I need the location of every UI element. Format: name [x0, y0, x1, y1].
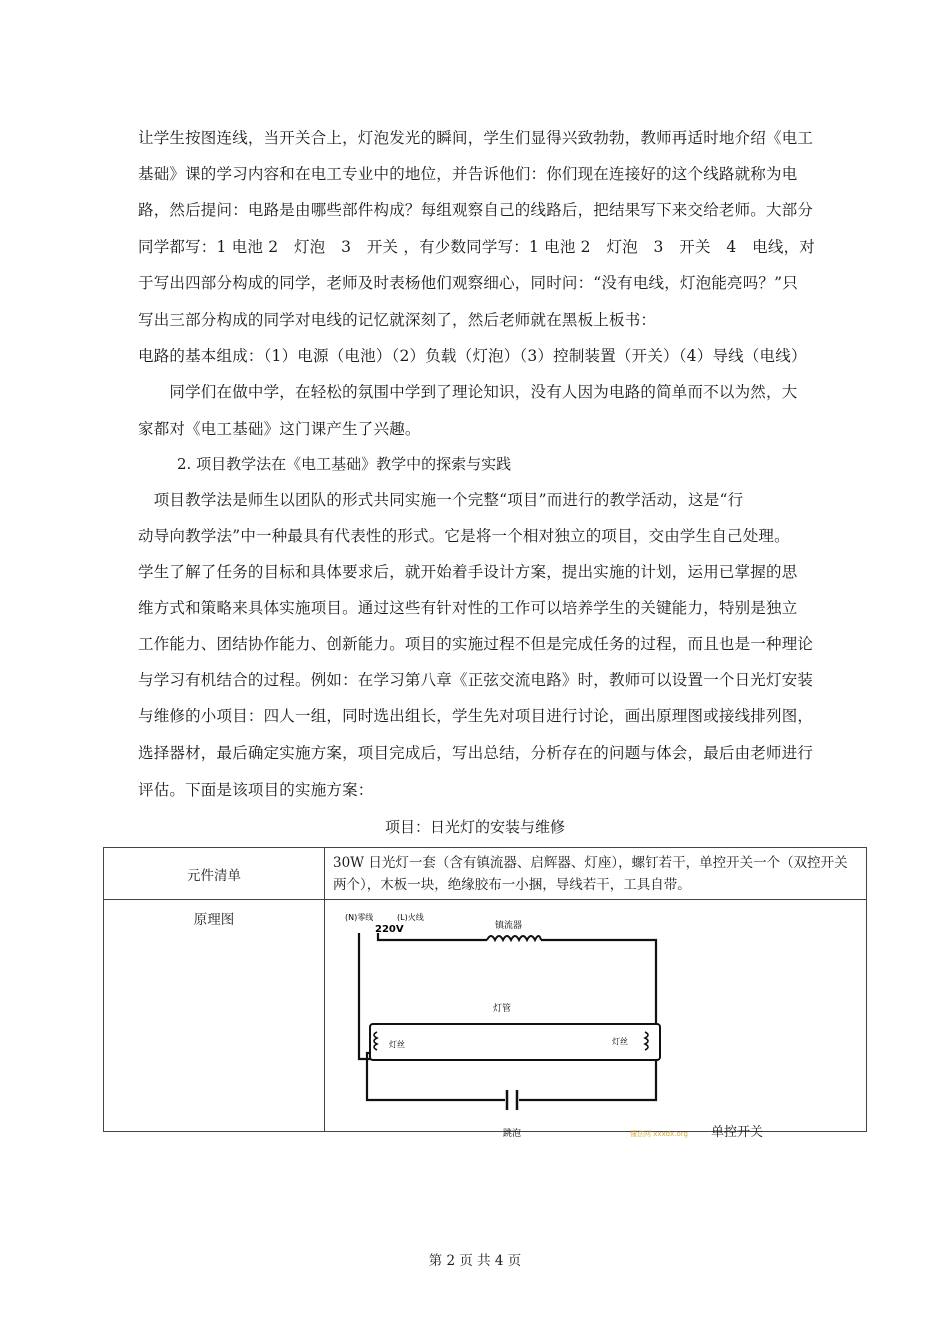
- fluorescent-lamp-circuit-diagram: [325, 900, 865, 1140]
- switch-note: 单控开关: [711, 1125, 764, 1140]
- circuit-wires: [359, 933, 656, 1100]
- section-line: 与维修的小项目：四人一组，同时选出组长，学生先对项目进行讨论，画出原理图或接线排列图，: [138, 707, 814, 725]
- watermark-text: 懂法网 xxxdx.org: [630, 1130, 688, 1138]
- live-label: (L)火线: [397, 913, 424, 922]
- ballast-coil: [487, 936, 541, 940]
- section-line: 项目教学法是师生以团队的形式共同实施一个完整“项目”而进行的教学活动，这是“行: [138, 491, 744, 509]
- section-line: 工作能力、团结协作能力、创新能力。项目的实施过程不但是完成任务的过程，而且也是一种理论: [138, 635, 814, 653]
- body-line: 同学们在做中学，在轻松的氛围中学到了理论知识，没有人因为电路的简单而不以为然，大: [138, 383, 798, 401]
- section-line: 学生了解了任务的目标和具体要求后，就开始着手设计方案，提出实施的计划，运用已掌握的思: [138, 563, 798, 581]
- voltage-label: 220V: [375, 924, 404, 935]
- starter-label: 跳泡: [503, 1129, 522, 1139]
- section-heading: 2. 项目教学法在《电工基础》教学中的探索与实践: [177, 455, 512, 473]
- filament-left-label: 灯丝: [389, 1040, 405, 1049]
- body-line: 于写出四部分构成的同学，老师及时表杨他们观察细心，同时问：“没有电线，灯泡能亮吗？”只: [138, 274, 798, 292]
- parts-list-line: 30W 日光灯一套（含有镇流器、启辉器、灯座），螺钉若干，单控开关一个（双控开关: [333, 855, 848, 871]
- table-row: [104, 900, 867, 1132]
- body-line: 让学生按图连线，当开关合上，灯泡发光的瞬间，学生们显得兴致勃勃，教师再适时地介绍《电工: [138, 129, 814, 147]
- table-caption: 项目：日光灯的安装与维修: [384, 818, 565, 836]
- body-line: 同学都写：1 电池 2 灯泡 3 开关 ，有少数同学写：1 电池 2 灯泡 3 开关 4 电线，对: [138, 238, 815, 256]
- body-line: 电路的基本组成：（1）电源（电池）（2）负载（灯泡）（3）控制装置（开关）（4）导线（电线）: [138, 347, 807, 365]
- body-line: 家都对《电工基础》这门课产生了兴趣。: [138, 420, 421, 438]
- page-footer: 第 2 页 共 4 页: [428, 1253, 522, 1269]
- body-line: 写出三部分构成的同学对电线的记忆就深刻了，然后老师就在黑板上板书：: [138, 311, 657, 329]
- parts-list-content: [325, 848, 867, 900]
- neutral-label: (N)零线: [345, 913, 374, 922]
- filament-right-label: 灯丝: [612, 1037, 628, 1046]
- section-line: 评估。下面是该项目的实施方案：: [138, 781, 374, 799]
- schematic-cell: [325, 900, 867, 1140]
- section-line: 维方式和策略来具体实施项目。通过这些有针对性的工作可以培养学生的关键能力，特别是独立: [138, 599, 798, 617]
- body-line: 路，然后提问：电路是由哪些部件构成？每组观察自己的线路后，把结果写下来交给老师。大部分: [138, 201, 814, 219]
- table-row: [104, 848, 867, 900]
- body-line: 基础》课的学习内容和在电工专业中的地位，并告诉他们：你们现在连接好的这个线路就称为电: [138, 165, 798, 183]
- project-table: [103, 847, 867, 1140]
- parts-list-label: 元件清单: [104, 848, 325, 900]
- section-line: 与学习有机结合的过程。例如：在学习第八章《正弦交流电路》时，教师可以设置一个日光灯安装: [138, 671, 814, 689]
- tube-label: 灯管: [493, 1004, 512, 1014]
- schematic-label: 原理图: [104, 900, 325, 1132]
- section-line: 选择器材，最后确定实施方案，项目完成后，写出总结，分析存在的问题与体会，最后由老师进行: [138, 744, 814, 762]
- parts-list-line: 两个），木板一块，绝缘胶布一小捆，导线若干，工具自带。: [333, 877, 691, 893]
- ballast-label: 镇流器: [495, 921, 523, 931]
- section-line: 动导向教学法”中一种最具有代表性的形式。它是将一个相对独立的项目，交由学生自己处理。: [138, 527, 790, 545]
